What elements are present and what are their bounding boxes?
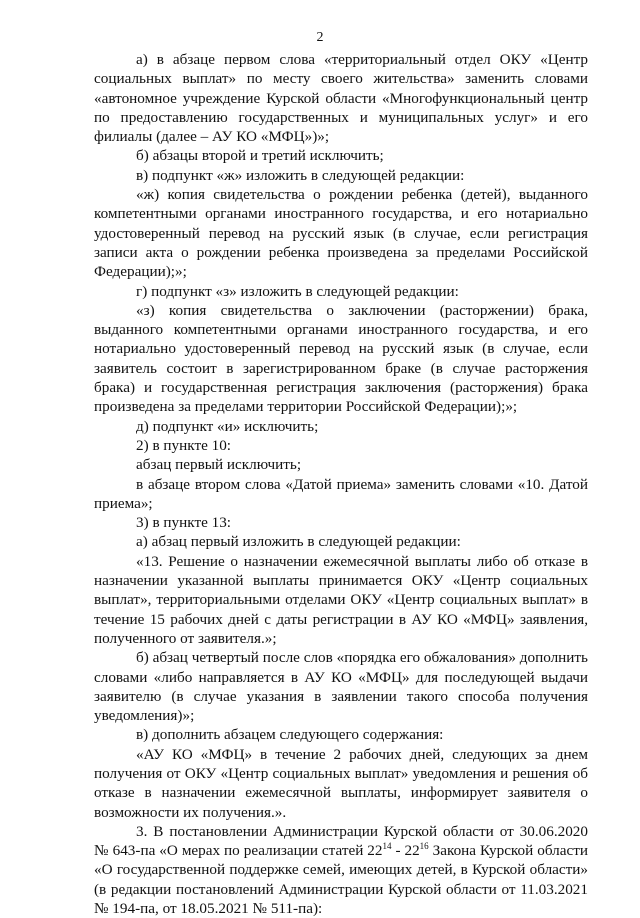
paragraph: б) абзац четвертый после слов «порядка его обжалования» дополнить словами «либо направляется в АУ КО «МФЦ» для последующей выдачи заявителю (в случае указания в заявлении такого способа получения уведомления)»;	[94, 649, 588, 725]
paragraph-text: 3. В постановлении Администрации Курской области от 30.06.2020 № 643-па «О мерах по реализации статей 22	[94, 822, 588, 860]
paragraph: 2) в пункте 10:	[136, 436, 232, 454]
paragraph: а) в абзаце первом слова «территориальный отдел ОКУ «Центр социальных выплат» по месту своего жительства» заменить словами «автономное учреждение Курской области «Многофункциональный центр по предоставлению государственных и муниципальных услуг» и его филиалы (далее – АУ КО «МФЦ»)»;	[94, 51, 588, 146]
paragraph: а) абзац первый изложить в следующей редакции:	[136, 533, 461, 551]
document-body	[94, 50, 588, 918]
superscript: 16	[419, 841, 429, 852]
paragraph: «13. Решение о назначении ежемесячной выплаты либо об отказе в назначении указанной выплаты принимается ОКУ «Центр социальных выплат», территориальными отделами ОКУ «Центр социальных выплат» в течение 15 рабочих дней с даты регистрации в АУ КО «МФЦ» заявления, полученного от заявителя.»;	[94, 552, 588, 647]
superscript: 14	[382, 841, 392, 852]
paragraph: «ж) копия свидетельства о рождении ребенка (детей), выданного компетентными органами иностранного государства, и его нотариально удостоверенный перевод на русский язык (в случае, если регистрация записи акта о рождении ребенка произведена за пределами Российской Федерации);»;	[94, 186, 588, 281]
paragraph: б) абзацы второй и третий исключить;	[136, 147, 384, 165]
page-number: 2	[316, 30, 324, 45]
paragraph: в абзаце втором слова «Датой приема» заменить словами «10. Датой приема»;	[94, 475, 588, 512]
paragraph: 3) в пункте 13:	[136, 514, 232, 532]
paragraph-section-3	[94, 822, 588, 918]
paragraph: в) подпункт «ж» изложить в следующей редакции:	[136, 166, 465, 184]
paragraph-text: - 22	[391, 842, 420, 860]
paragraph: «з) копия свидетельства о заключении (расторжении) брака, выданного компетентными органами иностранного государства, и его нотариально удостоверенный перевод на русский язык (в случае, если заявитель состоит в зарегистрированном браке (в случае расторжения брака) и государственная регистрация заключения (расторжения) брака произведена за пределами территории Российской Федерации);»;	[94, 301, 588, 416]
paragraph-text: Закона Курской области «О государственной поддержке семей, имеющих детей, в Курской области» (в редакции постановлений Администрации Курской области от 11.03.2021 № 194-па, от 18.05.2021 № 511-па):	[94, 842, 588, 918]
paragraph: г) подпункт «з» изложить в следующей редакции:	[136, 282, 459, 300]
paragraph: д) подпункт «и» исключить;	[136, 417, 319, 435]
paragraph: в) дополнить абзацем следующего содержания:	[136, 726, 444, 744]
paragraph: абзац первый исключить;	[136, 456, 302, 474]
paragraph: «АУ КО «МФЦ» в течение 2 рабочих дней, следующих за днем получения от ОКУ «Центр социальных выплат» уведомления и решения об отказе в назначении ежемесячной выплаты, информирует заявителя о возможности их получения.».	[94, 745, 588, 821]
